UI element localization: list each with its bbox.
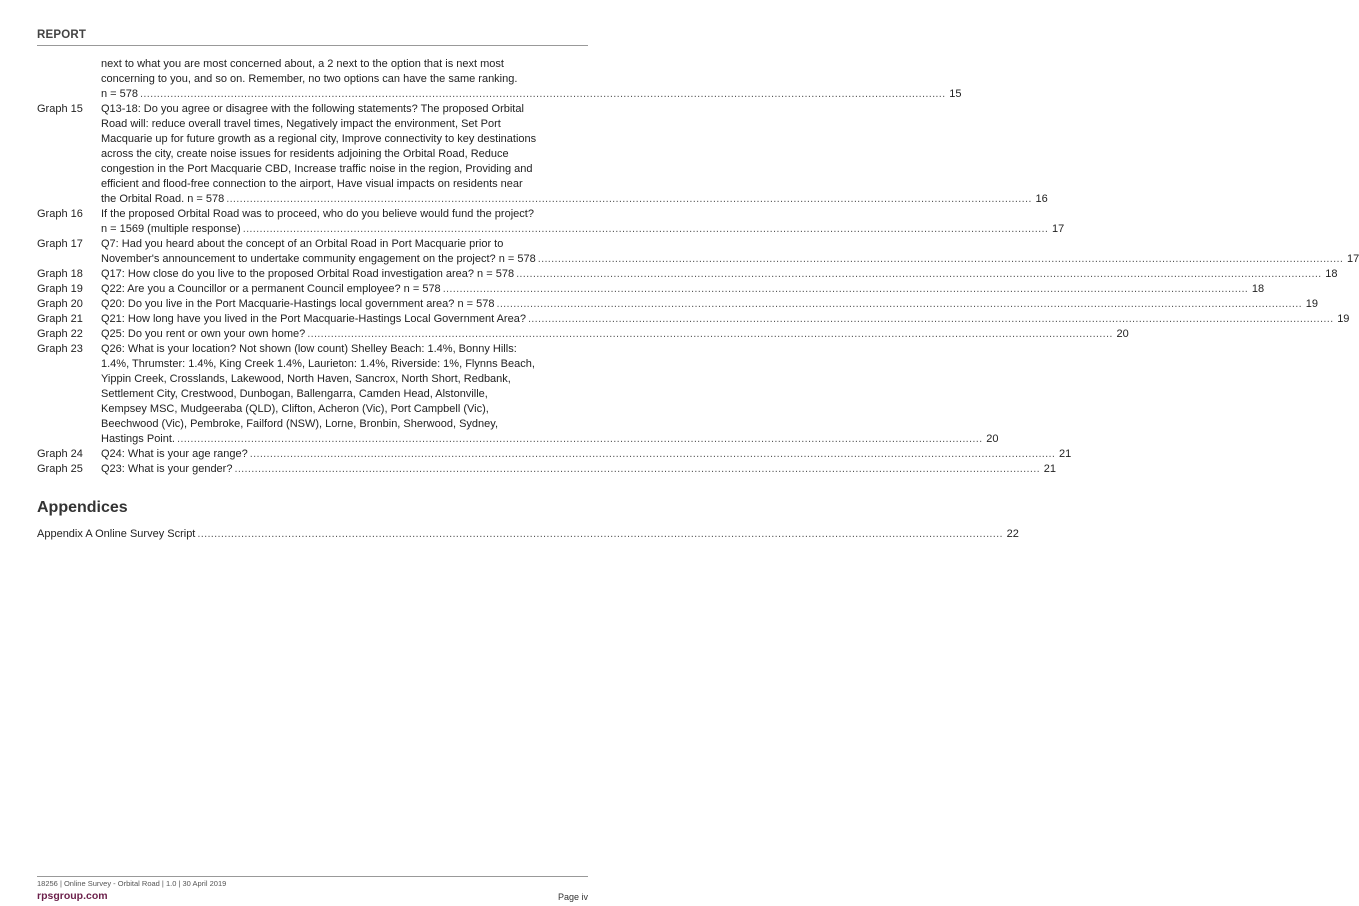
toc-entry-page: 17	[1346, 253, 1359, 265]
toc-entry-final-line	[101, 432, 998, 447]
toc-entry[interactable]	[37, 237, 1359, 267]
toc-entry[interactable]	[37, 342, 999, 447]
toc-entry-line: next to what you are most concerned about, a 2 next to the option that is next most	[101, 58, 504, 70]
toc-entry-line: Kempsey MSC, Mudgeeraba (QLD), Clifton, Acheron (Vic), Port Campbell (Vic),	[101, 403, 489, 415]
toc-entry-label: Graph 18	[37, 268, 83, 280]
appendices-heading: Appendices	[37, 499, 128, 516]
toc-entry-page: 18	[1325, 268, 1338, 280]
leader-dots	[443, 282, 1248, 297]
toc-entry-line: Q7: Had you heard about the concept of an Orbital Road in Port Macquarie prior to	[101, 238, 504, 250]
toc-entry-label	[37, 57, 101, 102]
footer-page-number: Page iv	[557, 892, 588, 902]
leader-dots	[234, 462, 1039, 477]
toc-entry-line: Yippin Creek, Crosslands, Lakewood, North Haven, Sancrox, North Short, Redbank,	[101, 373, 511, 385]
toc-entry-final-text: Q21: How long have you lived in the Port Macquarie-Hastings Local Government Area?	[101, 313, 526, 325]
toc-entry-body	[101, 447, 1071, 462]
toc-entry-final-text: Q23: What is your gender?	[101, 463, 233, 475]
toc-entry[interactable]	[37, 312, 1350, 327]
leader-dots	[226, 192, 1031, 207]
leader-dots	[538, 252, 1343, 267]
toc-entry-body	[101, 462, 1056, 477]
toc-entry-final-line	[101, 222, 1064, 237]
toc-entry-line: congestion in the Port Macquarie CBD, Increase traffic noise in the region, Providing and	[101, 163, 533, 175]
toc-entry-label: Graph 25	[37, 463, 83, 475]
toc-entry-body	[101, 102, 1048, 207]
toc-entry-page: 15	[949, 88, 962, 100]
footer-rule	[37, 876, 588, 877]
toc-entry-label: Graph 24	[37, 448, 83, 460]
appendix-entry-label: Appendix A Online Survey Script	[37, 528, 196, 540]
toc-entry-label: Graph 16	[37, 208, 83, 220]
toc-entry-line: Macquarie up for future growth as a regional city, Improve connectivity to key destinations	[101, 133, 537, 145]
toc-entry-final-line	[101, 87, 962, 102]
toc-entry-page: 16	[1035, 193, 1048, 205]
toc-entry-line: Settlement City, Crestwood, Dunbogan, Ballengarra, Camden Head, Alstonville,	[101, 388, 488, 400]
toc-entry-line: Q13-18: Do you agree or disagree with the following statements? The proposed Orbital	[101, 103, 524, 115]
toc-entry-label: Graph 21	[37, 313, 83, 325]
toc-entry-page: 21	[1058, 448, 1072, 460]
toc-entry-line: If the proposed Orbital Road was to proceed, who do you believe would fund the project?	[101, 208, 534, 220]
toc-entry-final-line	[101, 252, 1359, 267]
toc-entry-label: Graph 17	[37, 238, 83, 250]
toc-entry[interactable]	[37, 327, 1129, 342]
leader-dots	[177, 432, 982, 447]
toc-entry-body	[101, 57, 962, 102]
leader-dots	[516, 267, 1321, 282]
toc-entry-body	[101, 207, 1064, 237]
leader-dots	[243, 222, 1048, 237]
toc-entry-body	[101, 327, 1129, 342]
toc-entry-final-text: Q22: Are you a Councillor or a permanent Council employee? n = 578	[101, 283, 441, 295]
toc-entry-final-line	[101, 267, 1338, 282]
toc-entry-final-line	[101, 282, 1264, 297]
toc-entry-line: Beechwood (Vic), Pembroke, Failford (NSW), Lorne, Bronbin, Sherwood, Sydney,	[101, 418, 498, 430]
toc-entry-page: 20	[986, 433, 999, 445]
toc-entry-final-text: n = 1569 (multiple response)	[101, 223, 241, 235]
toc-entry-final-text: Q20: Do you live in the Port Macquarie-Hastings local government area? n = 578	[101, 298, 495, 310]
footer-website-link[interactable]: rpsgroup.com	[37, 890, 108, 902]
toc-entry-line: concerning to you, and so on. Remember, no two options can have the same ranking.	[101, 73, 518, 85]
toc-entry-body	[101, 297, 1318, 312]
toc-entry-label: Graph 15	[37, 103, 83, 115]
toc-entry[interactable]	[37, 462, 1056, 477]
toc-entry-line: Road will: reduce overall travel times, Negatively impact the environment, Set Port	[101, 118, 501, 130]
toc-entry-body	[101, 237, 1359, 267]
toc-entry-final-line	[101, 447, 1071, 462]
toc-entry-label: Graph 19	[37, 283, 83, 295]
toc-entry[interactable]	[37, 297, 1318, 312]
toc-entry-label: Graph 22	[37, 328, 83, 340]
toc-entry-final-text: Q24: What is your age range?	[101, 448, 248, 460]
toc-entry-page: 21	[1043, 463, 1056, 475]
toc-entry-page: 17	[1051, 223, 1065, 235]
toc-entry-page: 18	[1251, 283, 1265, 295]
toc-entry-final-line	[101, 462, 1056, 477]
appendix-entry[interactable]	[37, 527, 1019, 542]
toc-entry-page: 19	[1305, 298, 1318, 310]
header-label: REPORT	[37, 29, 87, 41]
toc-entry[interactable]	[37, 207, 1065, 237]
toc-entry-line: 1.4%, Thrumster: 1.4%, King Creek 1.4%, Laurieton: 1.4%, Riverside: 1%, Flynns Beach,	[101, 358, 535, 370]
toc-entry-body	[101, 342, 998, 447]
toc-entry-final-line	[101, 297, 1318, 312]
leader-dots	[140, 87, 945, 102]
toc-entry-final-line	[101, 312, 1349, 327]
toc-entry-page: 20	[1116, 328, 1129, 340]
toc-entry-page: 19	[1337, 313, 1350, 325]
toc-entry-final-text: the Orbital Road. n = 578	[101, 193, 225, 205]
appendix-entry-page: 22	[1006, 528, 1019, 540]
toc-entry-final-line	[101, 327, 1129, 342]
toc-entry-label: Graph 20	[37, 298, 83, 310]
toc-entry-label: Graph 23	[37, 343, 83, 355]
toc-entry[interactable]	[37, 267, 1338, 282]
toc-entry-body	[101, 267, 1338, 282]
toc-entry[interactable]	[37, 102, 1048, 207]
toc-entry-final-text: Q17: How close do you live to the proposed Orbital Road investigation area? n = 578	[101, 268, 515, 280]
toc-entry-final-text: n = 578	[101, 88, 139, 100]
page-header	[37, 25, 588, 46]
leader-dots	[496, 297, 1301, 312]
toc-entry-final-line	[101, 192, 1048, 207]
toc-entry-final-text: Q25: Do you rent or own your own home?	[101, 328, 306, 340]
leader-dots	[528, 312, 1333, 327]
leader-dots	[250, 447, 1055, 462]
toc-entry[interactable]	[37, 447, 1072, 462]
toc-entry-body	[101, 312, 1349, 327]
table-of-figures	[37, 57, 1359, 477]
toc-entry-line: efficient and flood-free connection to the airport, Have visual impacts on residents near	[101, 178, 523, 190]
leader-dots	[307, 327, 1112, 342]
toc-entry[interactable]	[37, 57, 962, 102]
toc-entry-line: across the city, create noise issues for residents adjoining the Orbital Road, Reduce	[101, 148, 509, 160]
toc-entry-body	[101, 282, 1264, 297]
toc-entry-final-text: November's announcement to undertake community engagement on the project? n = 578	[101, 253, 536, 265]
toc-entry-line: Q26: What is your location? Not shown (low count) Shelley Beach: 1.4%, Bonny Hills:	[101, 343, 517, 355]
toc-entry[interactable]	[37, 282, 1265, 297]
toc-entry-final-text: Hastings Point.	[101, 433, 175, 445]
footer-meta: 18256 | Online Survey - Orbital Road | 1.0 | 30 April 2019	[37, 879, 227, 888]
leader-dots	[197, 527, 1002, 542]
